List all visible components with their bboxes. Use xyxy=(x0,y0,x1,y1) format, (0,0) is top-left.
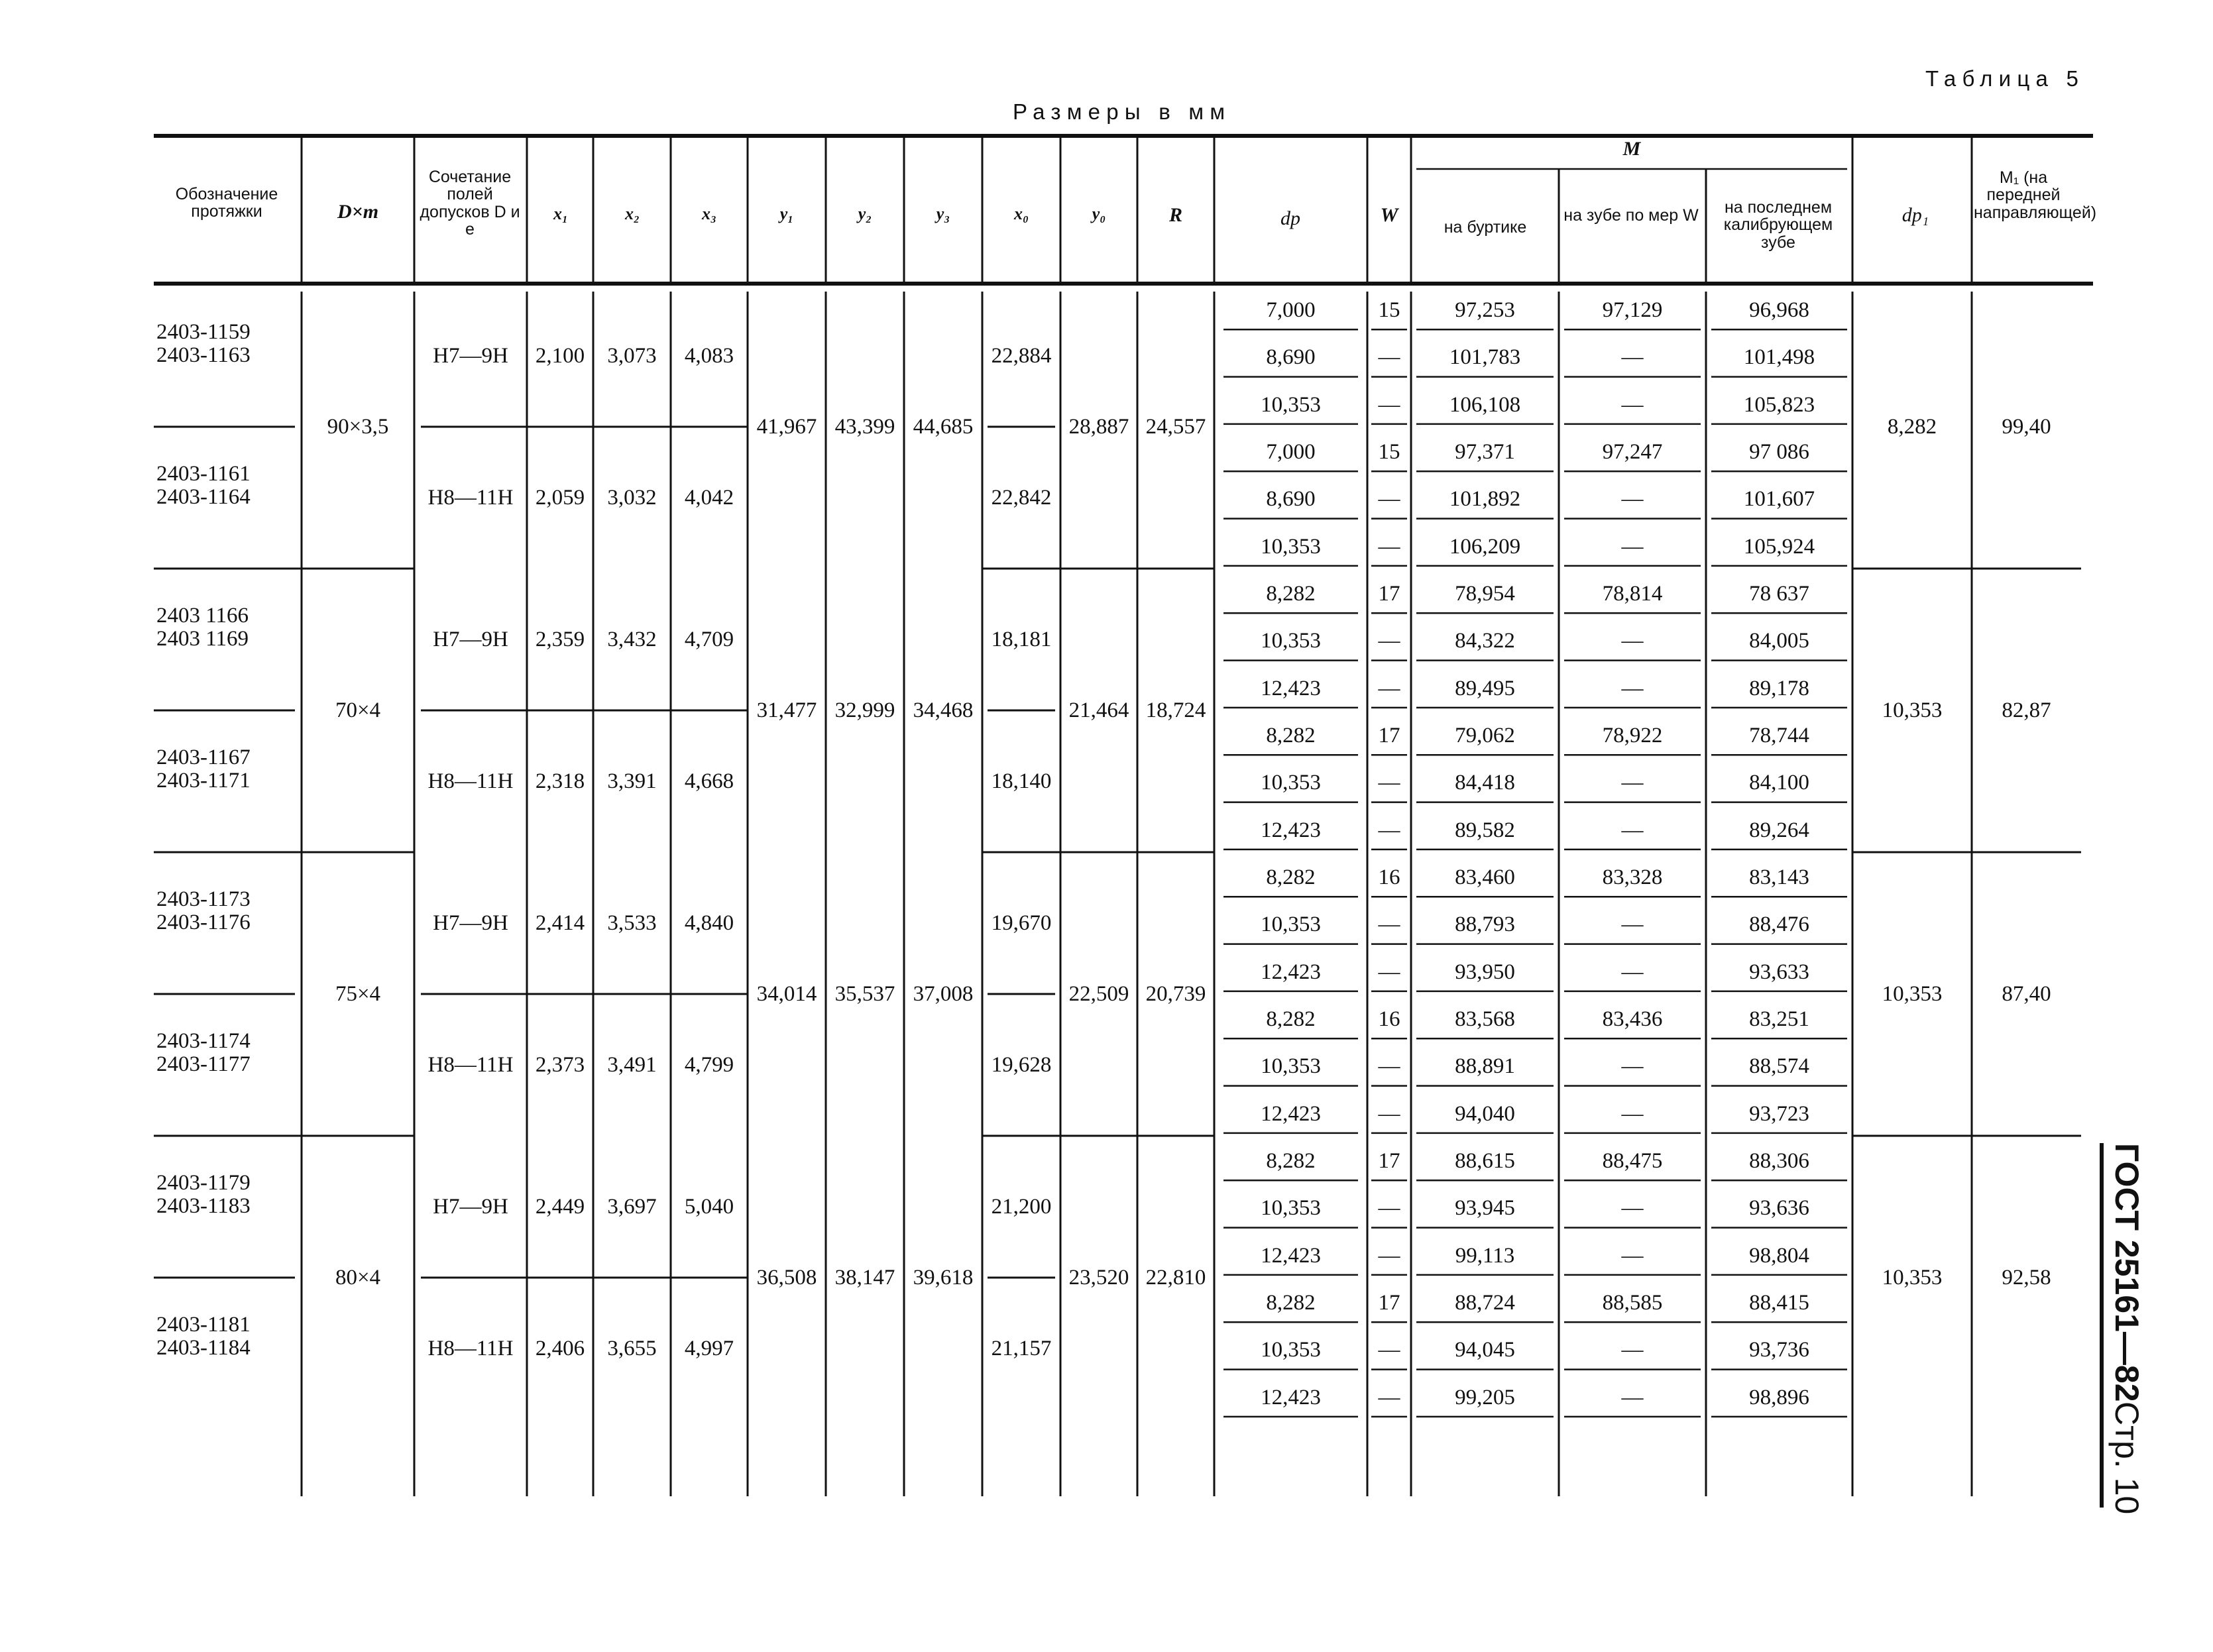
cell-x0: 21,157 xyxy=(991,1337,1052,1360)
cell-M-collar: 83,460 xyxy=(1455,865,1515,889)
cell-x0: 19,670 xyxy=(991,911,1052,935)
cell-M-teeth: 83,436 xyxy=(1602,1007,1663,1031)
cell-y1: 31,477 xyxy=(756,698,817,722)
header-x0: x₀ xyxy=(1013,204,1029,223)
cell-M-collar: 101,783 xyxy=(1449,345,1521,370)
cell-M-teeth: — xyxy=(1621,960,1644,984)
cell-dp: 8,282 xyxy=(1266,582,1316,606)
cell-y0: 22,509 xyxy=(1068,982,1129,1006)
cell-tolerance: H8—11H xyxy=(427,769,514,793)
cell-dp: 8,282 xyxy=(1266,724,1316,747)
cell-x3: 4,840 xyxy=(684,911,734,935)
cell-M-teeth: 97,247 xyxy=(1602,440,1663,464)
cell-dxm: 75×4 xyxy=(335,982,381,1006)
cell-W: 17 xyxy=(1378,1149,1400,1173)
table-number: Таблица 5 xyxy=(1925,66,2085,91)
cell-M-last: 93,633 xyxy=(1749,960,1809,984)
units-caption: Размеры в мм xyxy=(1013,99,1231,124)
cell-M-collar: 106,209 xyxy=(1449,534,1521,559)
cell-code: 2403-1181 xyxy=(156,1313,251,1337)
cell-code: 2403-1167 xyxy=(156,745,251,769)
cell-R: 22,810 xyxy=(1145,1266,1206,1290)
cell-x3: 4,668 xyxy=(684,769,734,793)
cell-dp: 10,353 xyxy=(1261,771,1321,795)
cell-x1: 2,359 xyxy=(535,628,585,651)
cell-W: — xyxy=(1378,912,1400,937)
cell-W: — xyxy=(1378,1243,1400,1268)
cell-x1: 2,318 xyxy=(535,769,585,793)
cell-y0: 23,520 xyxy=(1068,1266,1129,1290)
cell-dp: 8,690 xyxy=(1266,345,1316,370)
cell-M-teeth: 97,129 xyxy=(1602,298,1663,322)
cell-dp1: 8,282 xyxy=(1887,415,1937,439)
header-M1: M₁ (на передней направляющей) xyxy=(1974,168,2097,222)
cell-M-teeth: — xyxy=(1621,771,1644,795)
cell-W: — xyxy=(1378,1196,1400,1221)
cell-M-teeth: 83,328 xyxy=(1602,865,1663,889)
cell-code: 2403 1166 xyxy=(156,604,249,628)
cell-M-last: 88,306 xyxy=(1749,1149,1809,1173)
cell-x2: 3,697 xyxy=(607,1195,657,1219)
cell-M-last: 97 086 xyxy=(1749,440,1809,464)
cell-dp1: 10,353 xyxy=(1882,1266,1943,1290)
cell-x1: 2,406 xyxy=(535,1337,585,1360)
cell-tolerance: H8—11H xyxy=(427,1053,514,1077)
cell-M-teeth: — xyxy=(1621,392,1644,417)
cell-M-last: 105,924 xyxy=(1743,534,1815,559)
cell-M-last: 88,415 xyxy=(1749,1291,1809,1315)
cell-y1: 36,508 xyxy=(756,1266,817,1290)
header-M: M xyxy=(1622,138,1641,160)
cell-x3: 4,799 xyxy=(684,1053,734,1077)
cell-dp: 7,000 xyxy=(1266,298,1316,322)
cell-y1: 34,014 xyxy=(756,982,817,1006)
cell-W: — xyxy=(1378,1101,1400,1126)
cell-x0: 19,628 xyxy=(991,1053,1052,1077)
cell-M-collar: 83,568 xyxy=(1455,1007,1515,1031)
header-tolerance: Сочетание полей допусков D и e xyxy=(420,168,520,239)
cell-code: 2403-1161 xyxy=(156,462,251,486)
cell-dxm: 90×3,5 xyxy=(327,415,389,439)
cell-code: 2403-1184 xyxy=(156,1336,251,1360)
cell-M-last: 98,896 xyxy=(1749,1385,1809,1409)
cell-y3: 34,468 xyxy=(913,698,974,722)
cell-dxm: 70×4 xyxy=(335,698,381,722)
cell-x1: 2,100 xyxy=(535,344,585,368)
cell-M-teeth: — xyxy=(1621,629,1644,653)
cell-M-teeth: — xyxy=(1621,1338,1644,1362)
cell-x0: 18,181 xyxy=(991,628,1052,651)
cell-M1: 87,40 xyxy=(2002,982,2051,1006)
cell-W: — xyxy=(1378,392,1400,417)
header-y2: y₂ xyxy=(858,204,872,223)
standard-number: ГОСТ 25161—82 xyxy=(2108,1143,2145,1402)
cell-W: 15 xyxy=(1378,298,1400,322)
cell-x3: 4,709 xyxy=(684,628,734,651)
cell-y3: 37,008 xyxy=(913,982,974,1006)
cell-dp: 12,423 xyxy=(1261,818,1321,842)
cell-x2: 3,491 xyxy=(607,1053,657,1077)
cell-M-teeth: — xyxy=(1621,676,1644,700)
cell-y3: 44,685 xyxy=(913,415,974,439)
cell-M-collar: 99,113 xyxy=(1455,1243,1515,1268)
cell-dp: 10,353 xyxy=(1261,1338,1321,1362)
cell-dp: 8,282 xyxy=(1266,1291,1316,1315)
cell-tolerance: H7—9H xyxy=(433,911,508,935)
cell-M-last: 84,100 xyxy=(1749,771,1809,795)
cell-M-collar: 93,950 xyxy=(1455,960,1515,984)
header-M-teeth: на зубе по мер W xyxy=(1563,206,1699,225)
cell-x2: 3,432 xyxy=(607,628,657,651)
cell-M-last: 96,968 xyxy=(1749,298,1809,322)
header-x3: x₃ xyxy=(701,204,717,223)
cell-dp: 8,282 xyxy=(1266,1149,1316,1173)
cell-M-teeth: — xyxy=(1621,1385,1644,1409)
cell-tolerance: H7—9H xyxy=(433,1195,508,1219)
cell-M1: 92,58 xyxy=(2002,1266,2051,1290)
cell-dp: 10,353 xyxy=(1261,1196,1321,1221)
cell-M1: 99,40 xyxy=(2002,415,2051,439)
cell-dp: 12,423 xyxy=(1261,676,1321,700)
header-y1: y₁ xyxy=(779,204,794,223)
cell-M-collar: 97,371 xyxy=(1455,440,1515,464)
cell-x2: 3,391 xyxy=(607,769,657,793)
cell-M-last: 88,476 xyxy=(1749,912,1809,937)
page-number: Стр. 10 xyxy=(2108,1402,2145,1515)
cell-dp: 10,353 xyxy=(1261,1054,1321,1079)
cell-code: 2403-1173 xyxy=(156,887,251,911)
cell-y0: 28,887 xyxy=(1068,415,1129,439)
cell-M-teeth: 88,585 xyxy=(1602,1291,1663,1315)
cell-M-collar: 101,892 xyxy=(1449,487,1521,512)
header-x2: x₂ xyxy=(624,204,640,223)
cell-M-teeth: — xyxy=(1621,487,1644,512)
cell-dp: 7,000 xyxy=(1266,440,1316,464)
cell-M-teeth: — xyxy=(1621,1243,1644,1268)
cell-W: 15 xyxy=(1378,440,1400,464)
header-x1: x₁ xyxy=(553,204,569,223)
cell-W: — xyxy=(1378,676,1400,700)
cell-dp: 10,353 xyxy=(1261,534,1321,559)
cell-M-last: 93,736 xyxy=(1749,1338,1809,1362)
cell-code: 2403 1169 xyxy=(156,627,249,651)
cell-W: — xyxy=(1378,345,1400,370)
cell-M-collar: 89,582 xyxy=(1455,818,1515,842)
cell-dp: 10,353 xyxy=(1261,392,1321,417)
cell-x2: 3,533 xyxy=(607,911,657,935)
cell-M-last: 93,723 xyxy=(1749,1101,1809,1126)
cell-x0: 21,200 xyxy=(991,1195,1052,1219)
header-M-collar: на буртике xyxy=(1444,218,1527,237)
header-dp1: dp₁ xyxy=(1901,204,1929,226)
cell-W: — xyxy=(1378,771,1400,795)
cell-dxm: 80×4 xyxy=(335,1266,381,1290)
header-designation: Обозначение протяжки xyxy=(175,185,278,221)
header-R: R xyxy=(1168,204,1182,226)
cell-M-teeth: 78,922 xyxy=(1602,724,1663,747)
cell-x2: 3,073 xyxy=(607,344,657,368)
cell-R: 18,724 xyxy=(1145,698,1206,722)
cell-R: 24,557 xyxy=(1145,415,1206,439)
cell-W: — xyxy=(1378,818,1400,842)
cell-M-teeth: 88,475 xyxy=(1602,1149,1663,1173)
cell-W: — xyxy=(1378,1385,1400,1409)
cell-M-collar: 84,418 xyxy=(1455,771,1515,795)
cell-tolerance: H7—9H xyxy=(433,628,508,651)
cell-x1: 2,373 xyxy=(535,1053,585,1077)
cell-x1: 2,414 xyxy=(535,911,585,935)
cell-M-teeth: — xyxy=(1621,1054,1644,1079)
cell-x3: 4,042 xyxy=(684,486,734,510)
cell-M-last: 84,005 xyxy=(1749,629,1809,653)
cell-dp: 8,282 xyxy=(1266,1007,1316,1031)
header-y3: y₃ xyxy=(936,204,950,223)
cell-x3: 4,997 xyxy=(684,1337,734,1360)
cell-code: 2403-1176 xyxy=(156,910,251,934)
header-y0: y₀ xyxy=(1092,204,1106,223)
cell-code: 2403-1174 xyxy=(156,1029,251,1053)
header-W: W xyxy=(1380,204,1398,226)
cell-x0: 18,140 xyxy=(991,769,1052,793)
cell-dp: 12,423 xyxy=(1261,1243,1321,1268)
cell-M-collar: 97,253 xyxy=(1455,298,1515,322)
cell-M-collar: 78,954 xyxy=(1455,582,1515,606)
cell-W: — xyxy=(1378,629,1400,653)
cell-W: — xyxy=(1378,1338,1400,1362)
cell-M-collar: 94,045 xyxy=(1455,1338,1515,1362)
cell-y3: 39,618 xyxy=(913,1266,974,1290)
cell-M-teeth: — xyxy=(1621,534,1644,559)
cell-y1: 41,967 xyxy=(756,415,817,439)
cell-tolerance: H8—11H xyxy=(427,1337,514,1360)
cell-x3: 5,040 xyxy=(684,1195,734,1219)
cell-M-last: 88,574 xyxy=(1749,1054,1809,1079)
cell-M-teeth: — xyxy=(1621,345,1644,370)
cell-W: 16 xyxy=(1378,1007,1400,1031)
cell-dp: 10,353 xyxy=(1261,912,1321,937)
cell-M-collar: 94,040 xyxy=(1455,1101,1515,1126)
cell-M1: 82,87 xyxy=(2002,698,2051,722)
header-dp: dp xyxy=(1280,207,1300,229)
cell-M-last: 83,143 xyxy=(1749,865,1809,889)
cell-M-teeth: — xyxy=(1621,1101,1644,1126)
cell-x3: 4,083 xyxy=(684,344,734,368)
cell-dp1: 10,353 xyxy=(1882,698,1943,722)
cell-M-collar: 88,724 xyxy=(1455,1291,1515,1315)
cell-M-last: 101,498 xyxy=(1743,345,1815,370)
cell-code: 2403-1159 xyxy=(156,320,251,344)
cell-M-collar: 88,891 xyxy=(1455,1054,1515,1079)
cell-code: 2403-1171 xyxy=(156,769,251,793)
cell-y2: 43,399 xyxy=(834,415,895,439)
cell-y2: 38,147 xyxy=(834,1266,895,1290)
cell-dp: 8,282 xyxy=(1266,865,1316,889)
cell-y0: 21,464 xyxy=(1068,698,1129,722)
cell-M-teeth: — xyxy=(1621,1196,1644,1221)
cell-W: — xyxy=(1378,534,1400,559)
cell-M-last: 101,607 xyxy=(1743,487,1815,512)
cell-M-last: 89,178 xyxy=(1749,676,1809,700)
cell-M-teeth: — xyxy=(1621,912,1644,937)
cell-dp1: 10,353 xyxy=(1882,982,1943,1006)
cell-y2: 32,999 xyxy=(834,698,895,722)
cell-dp: 10,353 xyxy=(1261,629,1321,653)
cell-M-collar: 89,495 xyxy=(1455,676,1515,700)
cell-tolerance: H8—11H xyxy=(427,486,514,510)
cell-M-teeth: — xyxy=(1621,818,1644,842)
cell-W: — xyxy=(1378,960,1400,984)
cell-M-collar: 88,793 xyxy=(1455,912,1515,937)
cell-M-last: 83,251 xyxy=(1749,1007,1809,1031)
cell-code: 2403-1183 xyxy=(156,1194,251,1218)
cell-x2: 3,032 xyxy=(607,486,657,510)
cell-M-last: 78 637 xyxy=(1749,582,1809,606)
cell-W: 17 xyxy=(1378,582,1400,606)
cell-y2: 35,537 xyxy=(834,982,895,1006)
cell-dp: 12,423 xyxy=(1261,1101,1321,1126)
cell-M-last: 89,264 xyxy=(1749,818,1809,842)
header-dxm: D×m xyxy=(337,201,379,223)
cell-x0: 22,884 xyxy=(991,344,1052,368)
cell-M-last: 105,823 xyxy=(1743,392,1815,417)
cell-x1: 2,449 xyxy=(535,1195,585,1219)
cell-W: 17 xyxy=(1378,1291,1400,1315)
cell-x1: 2,059 xyxy=(535,486,585,510)
cell-W: — xyxy=(1378,1054,1400,1079)
cell-dp: 12,423 xyxy=(1261,960,1321,984)
cell-W: — xyxy=(1378,487,1400,512)
cell-dp: 8,690 xyxy=(1266,487,1316,512)
cell-M-last: 78,744 xyxy=(1749,724,1809,747)
cell-W: 17 xyxy=(1378,724,1400,747)
cell-M-collar: 93,945 xyxy=(1455,1196,1515,1221)
cell-R: 20,739 xyxy=(1145,982,1206,1006)
cell-M-last: 93,636 xyxy=(1749,1196,1809,1221)
cell-M-last: 98,804 xyxy=(1749,1243,1809,1268)
header-M-last: на последнем калибрующем зубе xyxy=(1723,198,1833,252)
cell-code: 2403-1179 xyxy=(156,1171,251,1195)
cell-M-collar: 99,205 xyxy=(1455,1385,1515,1409)
cell-code: 2403-1177 xyxy=(156,1052,251,1076)
cell-tolerance: H7—9H xyxy=(433,344,508,368)
cell-W: 16 xyxy=(1378,865,1400,889)
cell-M-collar: 84,322 xyxy=(1455,629,1515,653)
cell-M-collar: 79,062 xyxy=(1455,724,1515,747)
cell-M-collar: 106,108 xyxy=(1449,392,1521,417)
cell-x0: 22,842 xyxy=(991,486,1052,510)
cell-x2: 3,655 xyxy=(607,1337,657,1360)
cell-M-collar: 88,615 xyxy=(1455,1149,1515,1173)
cell-code: 2403-1164 xyxy=(156,485,251,509)
cell-dp: 12,423 xyxy=(1261,1385,1321,1409)
cell-code: 2403-1163 xyxy=(156,343,251,367)
cell-M-teeth: 78,814 xyxy=(1602,582,1663,606)
